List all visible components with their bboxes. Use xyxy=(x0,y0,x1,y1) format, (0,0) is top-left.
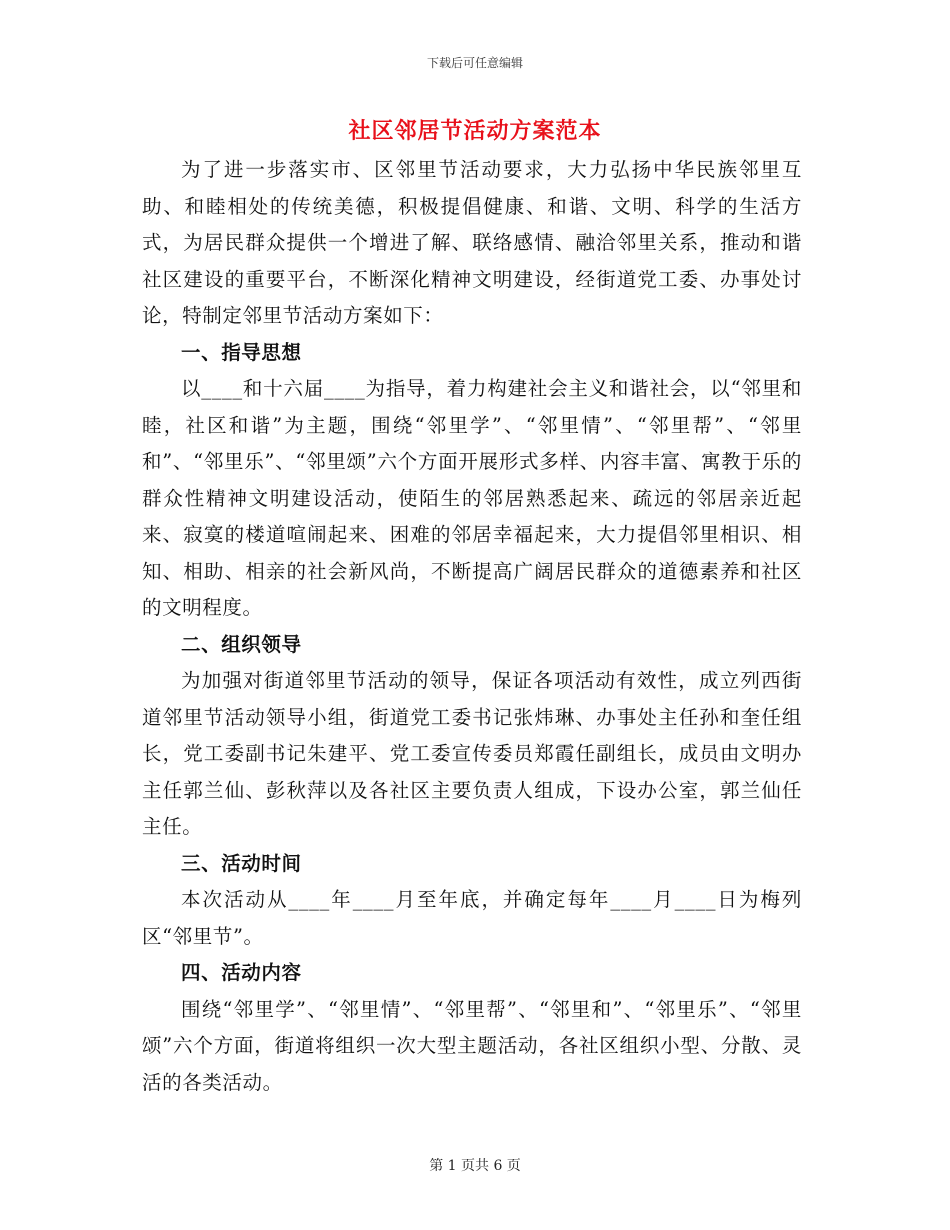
document-title: 社区邻居节活动方案范本 xyxy=(348,118,602,144)
section-heading-activity-time: 三、活动时间 xyxy=(181,851,302,875)
section-heading-organization: 二、组织领导 xyxy=(181,632,302,656)
intro-paragraph: 为了进一步落实市、区邻里节活动要求，大力弘扬中华民族邻里互助、和睦相处的传统美德，积极提倡健康、和谐、文明、科学的生活方式，为居民群众提供一个增进了解、联络感情、融洽邻里关系，推动和谐社区建设的重要平台，不断深化精神文明建设，经街道党工委、办事处讨论，特制定邻里节活动方案如下： xyxy=(142,158,802,327)
header-note: 下载后可任意编辑 xyxy=(426,56,523,70)
document-body xyxy=(142,152,802,1101)
section-heading-guiding-ideology: 一、指导思想 xyxy=(181,340,302,364)
section-body-activity-content: 围绕“邻里学”、“邻里情”、“邻里帮”、“邻里和”、“邻里乐”、“邻里颂”六个方面，街道将组织一次大型主题活动，各社区组织小型、分散、灵活的各类活动。 xyxy=(142,997,802,1094)
section-body-guiding-ideology: 以____和十六届____为指导，着力构建社会主义和谐社会，以“邻里和睦，社区和谐”为主题，围绕“邻里学”、“邻里情”、“邻里帮”、“邻里和”、“邻里乐”、“邻里颂”六个方面开展形式多样、内容丰富、寓教于乐的群众性精神文明建设活动，使陌生的邻居熟悉起来、疏远的邻居亲近起来、寂寞的楼道喧闹起来、困难的邻居幸福起来，大力提倡邻里相识、相知、相助、相亲的社会新风尚，不断提高广阔居民群众的道德素养和社区的文明程度。 xyxy=(142,377,802,619)
page-footer: 第 1 页共 6 页 xyxy=(429,1158,521,1174)
section-heading-activity-content: 四、活动内容 xyxy=(181,961,302,984)
section-body-organization: 为加强对街道邻里节活动的领导，保证各项活动有效性，成立列西街道邻里节活动领导小组，街道党工委书记张炜琳、办事处主任孙和奎任组长，党工委副书记朱建平、党工委宣传委员郑霞任副组长，成员由文明办主任郭兰仙、彭秋萍以及各社区主要负责人组成，下设办公室，郭兰仙任主任。 xyxy=(142,669,802,838)
section-body-activity-time: 本次活动从____年____月至年底，并确定每年____月____日为梅列区“邻里节”。 xyxy=(142,888,802,948)
